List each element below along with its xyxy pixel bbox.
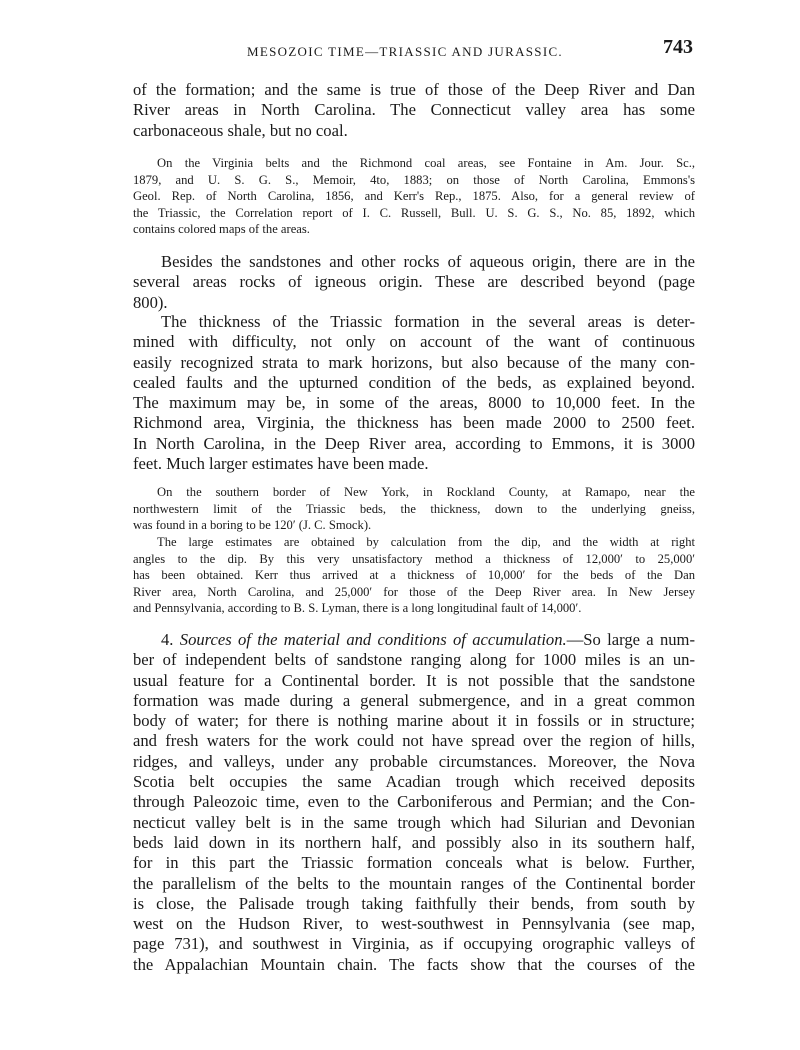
note-line: and Pennsylvania, according to B. S. Lyman, there is a long longitudinal fault of 14,000′. bbox=[133, 601, 582, 616]
note-line: Geol. Rep. of North Carolina, 1856, and Kerr's Rep., 1875. Also, for a general review of bbox=[133, 189, 695, 204]
note-line: On the southern border of New York, in Rockland County, at Ramapo, near the bbox=[157, 485, 695, 499]
note-line: has been obtained. Kerr thus arrived at a thickness of 10,000′ for the beds of the Dan bbox=[133, 568, 695, 583]
note-line: contains colored maps of the areas. bbox=[133, 222, 310, 237]
note-virginia-references bbox=[133, 155, 695, 238]
text-line: ridges, and valleys, under any probable circumstances. Moreover, the Nova bbox=[133, 751, 695, 771]
text-line: body of water; for there is nothing marine about it in fossils or in structure; bbox=[133, 711, 695, 731]
text-line: the Appalachian Mountain chain. The facts show that the courses of the bbox=[133, 954, 695, 974]
note-line: northwestern limit of the Triassic beds, the thickness, down to the underlying gneiss, bbox=[133, 501, 695, 516]
text-line: The maximum may be, in some of the areas, 8000 to 10,000 feet. In the bbox=[133, 393, 695, 413]
paragraph-thickness bbox=[133, 312, 695, 474]
running-head: MESOZOIC TIME—TRIASSIC AND JURASSIC. bbox=[247, 44, 563, 59]
text-line: the parallelism of the belts to the mountain ranges of the Continental border bbox=[133, 873, 695, 893]
text-line: for in this part the Triassic formation conceals what is below. Further, bbox=[133, 853, 695, 873]
text-line: through Paleozoic time, even to the Carboniferous and Permian; and the Con- bbox=[133, 792, 695, 812]
note-large-estimates bbox=[133, 534, 695, 617]
text-line: several areas rocks of igneous origin. These are described beyond (page bbox=[133, 272, 695, 292]
text-line: In North Carolina, in the Deep River area, according to Emmons, it is 3000 bbox=[133, 433, 695, 453]
text-line bbox=[133, 630, 695, 650]
note-line: the Triassic, the Correlation report of I. C. Russell, Bull. U. S. G. S., No. 85, 1892, which bbox=[133, 205, 695, 220]
paragraph-formation-coal bbox=[133, 80, 695, 141]
text-line: is close, the Palisade trough taking faithfully their bends, from south by bbox=[133, 893, 695, 913]
paragraph-igneous-rocks bbox=[133, 252, 695, 313]
section-4-sources bbox=[133, 630, 695, 975]
text-line: carbonaceous shale, but no coal. bbox=[133, 120, 348, 140]
text-line: mined with difficulty, not only on account of the want of continuous bbox=[133, 332, 695, 352]
note-line: 1879, and U. S. G. S., Memoir, 4to, 1883; on those of North Carolina, Emmons's bbox=[133, 172, 695, 187]
note-line: The large estimates are obtained by calculation from the dip, and the width at right bbox=[157, 535, 695, 549]
text-line: Richmond area, Virginia, the thickness has been made 2000 to 2500 feet. bbox=[133, 413, 695, 433]
text-line: of the formation; and the same is true of those of the Deep River and Dan bbox=[133, 80, 695, 99]
text-line: west on the Hudson River, to west-southwest in Pennsylvania (see map, bbox=[133, 914, 695, 934]
note-line: was found in a boring to be 120′ (J. C. Smock). bbox=[133, 518, 372, 533]
text-line: 800). bbox=[133, 292, 168, 312]
page-header bbox=[133, 36, 693, 66]
text-line: usual feature for a Continental border. It is not possible that the sandstone bbox=[133, 670, 695, 690]
page-number: 743 bbox=[663, 36, 693, 58]
note-line: angles to the dip. By this very unsatisfactory method a thickness of 12,000′ to 25,000′ bbox=[133, 551, 695, 566]
text-line: beds laid down in its northern half, and possibly also in its southern half, bbox=[133, 832, 695, 852]
section-text-start: —So large a num- bbox=[566, 630, 695, 649]
section-number: 4. bbox=[161, 630, 174, 649]
text-line: Besides the sandstones and other rocks of aqueous origin, there are in the bbox=[161, 252, 695, 271]
text-line: and fresh waters for the work could not have spread over the region of hills, bbox=[133, 731, 695, 751]
text-line: Scotia belt occupies the same Acadian trough which received deposits bbox=[133, 772, 695, 792]
text-line: River areas in North Carolina. The Connecticut valley area has some bbox=[133, 100, 695, 120]
section-heading: Sources of the material and conditions of accumulation. bbox=[179, 630, 567, 649]
text-line: page 731), and southwest in Virginia, as if occupying orographic valleys of bbox=[133, 934, 695, 954]
text-line: necticut valley belt is in the same trough which had Silurian and Devonian bbox=[133, 812, 695, 832]
text-line: formation was made during a general submergence, and in a great common bbox=[133, 690, 695, 710]
note-ramapo-boring bbox=[133, 484, 695, 534]
text-line: feet. Much larger estimates have been made. bbox=[133, 454, 429, 474]
text-line: The thickness of the Triassic formation in the several areas is deter- bbox=[161, 312, 695, 331]
text-line: easily recognized strata to mark horizons, but also because of the many con- bbox=[133, 352, 695, 372]
text-line: cealed faults and the upturned condition of the beds, as explained beyond. bbox=[133, 372, 695, 392]
text-line: ber of independent belts of sandstone ranging along for 1000 miles is an un- bbox=[133, 650, 695, 670]
note-line: River area, North Carolina, and 25,000′ for those of the Deep River area. In New Jersey bbox=[133, 584, 695, 599]
note-line: On the Virginia belts and the Richmond coal areas, see Fontaine in Am. Jour. Sc., bbox=[157, 156, 695, 170]
